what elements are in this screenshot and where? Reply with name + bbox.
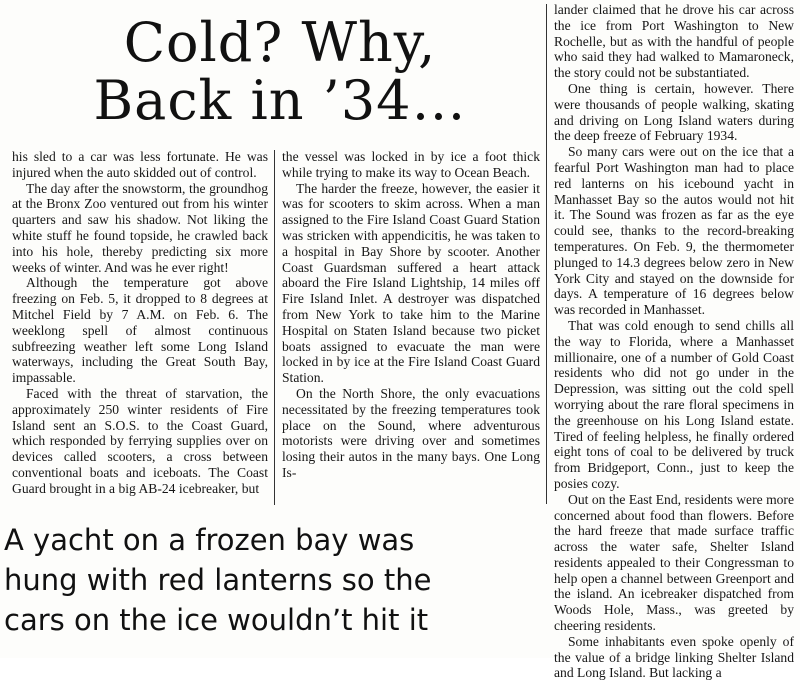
paragraph: Some inhabitants even spoke openly of the value of a bridge linking Shelter Island and Long Island. But lacking a bbox=[554, 633, 794, 681]
paragraph: Although the temperature got above freezing on Feb. 5, it dropped to 8 degrees at Mitchel Field by 7 A.M. on Feb. 6. The weeklong spell of almost continuous subfreezing weather left some Long Island waterways, including the Great South Bay, impassable. bbox=[12, 275, 268, 386]
article-column-1 bbox=[12, 149, 268, 497]
column-divider bbox=[546, 4, 547, 504]
paragraph: On the North Shore, the only evacuations necessitated by the freezing temperatures took place on the Sound, where adventurous motorists were driving over and sometimes losing their autos in the many bays. One Long Is- bbox=[282, 385, 540, 480]
headline-line-2: Back in ’34… bbox=[93, 69, 467, 132]
pull-quote-line-2: hung with red lanterns so the bbox=[4, 563, 432, 597]
pull-quote bbox=[4, 520, 544, 640]
pull-quote-line-1: A yacht on a frozen bay was bbox=[4, 523, 415, 557]
article-column-3 bbox=[554, 2, 794, 681]
paragraph: So many cars were out on the ice that a fearful Port Washington man had to place red lanterns on his icebound yacht in Manhasset Bay so the autos would not hit it. The Sound was frozen as far as the eye could see, thanks to the record-breaking temperatures. On Feb. 9, the thermometer plunged to 14.3 degrees below zero in New York City and stayed on the downside for days. A temperature of 16 degrees below was recorded in Manhasset. bbox=[554, 144, 794, 318]
paragraph: That was cold enough to send chills all the way to Florida, where a Manhasset millionaire, one of a number of Gold Coast residents who did not go under in the Depression, was sitting out the cold spell worrying about the rare floral specimens in the greenhouse on his Long Island estate. Tired of feeling helpless, he finally ordered eight tons of coal to be delivered by truck from Bridgeport, Conn., just to keep the posies cozy. bbox=[554, 317, 794, 491]
paragraph: the vessel was locked in by ice a foot thick while trying to make its way to Ocean Beach. bbox=[282, 149, 540, 180]
paragraph: lander claimed that he drove his car across the ice from Port Washington to New Rochelle, but as with the handful of people who said they had walked to Mamaroneck, the story could not be substantiated. bbox=[554, 2, 794, 81]
paragraph: The day after the snowstorm, the groundhog at the Bronx Zoo ventured out from his winter quarters and saw his shadow. Not liking the white stuff he found topside, he crawled back into his hole, thereby predicting six more weeks of winter. And was he ever right! bbox=[12, 180, 268, 275]
pull-quote-line-3: cars on the ice wouldn’t hit it bbox=[4, 603, 429, 637]
article-column-2 bbox=[282, 149, 540, 481]
headline-line-1: Cold? Why, bbox=[123, 11, 437, 74]
paragraph: Faced with the threat of starvation, the approximately 250 winter residents of Fire Island sent an S.O.S. to the Coast Guard, which responded by ferrying supplies over on devices called scooters, a cross between conventional boats and iceboats. The Coast Guard brought in a big AB-24 icebreaker, but bbox=[12, 385, 268, 496]
paragraph: Out on the East End, residents were more concerned about food than flowers. Before the hard freeze that made surface traffic across the water safe, Shelter Island residents appealed to their Congressman to help open a channel between Greenport and the island. An icebreaker dispatched from Woods Hole, Mass., was greeted by cheering residents. bbox=[554, 491, 794, 634]
paragraph: One thing is certain, however. There were thousands of people walking, skating and driving on Long Island waters during the deep freeze of February 1934. bbox=[554, 80, 794, 144]
headline bbox=[20, 11, 540, 132]
paragraph: The harder the freeze, however, the easier it was for scooters to skim across. When a man assigned to the Fire Island Coast Guard Station was stricken with appendicitis, he was taken to a hospital in Bay Shore by scooter. Another Coast Guardsman suffered a heart attack aboard the Fire Island Lightship, 14 miles off Fire Island Inlet. A destroyer was dispatched from New York to take him to the Marine Hospital on Staten Island because two picket boats assigned to evacuate the man were locked in by ice at the Fire Island Coast Guard Station. bbox=[282, 180, 540, 386]
paragraph: his sled to a car was less fortunate. He was injured when the auto skidded out of control. bbox=[12, 149, 268, 180]
column-divider bbox=[274, 150, 275, 505]
